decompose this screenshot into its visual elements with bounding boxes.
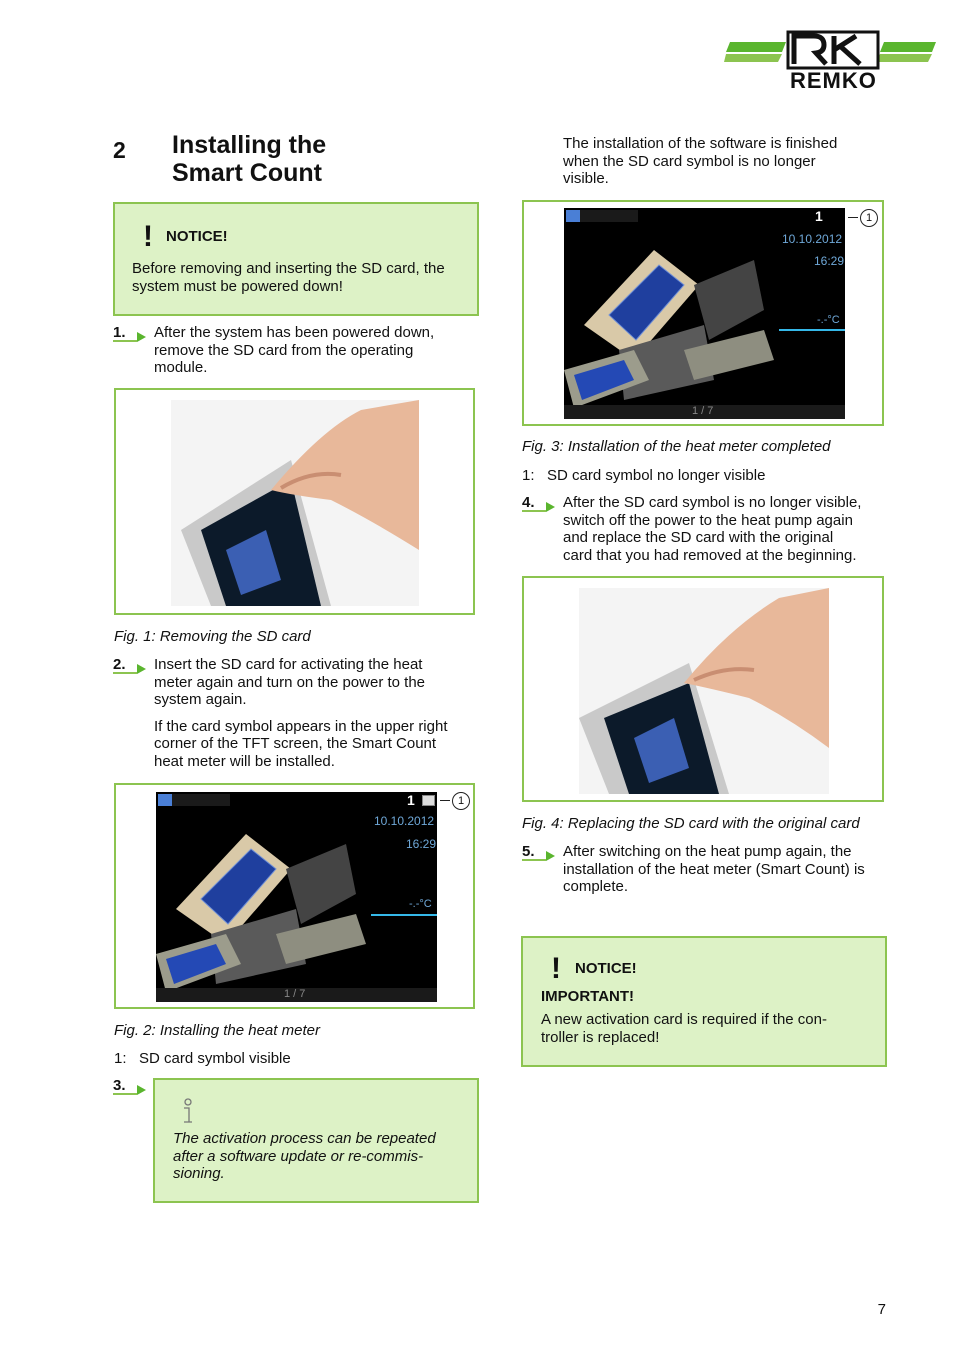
- step-line: remove the SD card from the operating: [154, 341, 414, 359]
- exclamation-icon: !: [551, 952, 561, 985]
- screen-line: [371, 914, 437, 916]
- home-icon: [566, 210, 580, 222]
- info-line: after a software update or re-commis-: [173, 1147, 424, 1165]
- callout-line: [440, 800, 450, 801]
- figure-caption: Fig. 4: Replacing the SD card with the original card: [522, 815, 860, 832]
- callout-1: 1: [860, 209, 878, 227]
- house-illustration: [156, 814, 366, 994]
- step-number: 5.: [522, 843, 535, 860]
- figure-frame: [522, 576, 884, 802]
- screen-line: [779, 329, 845, 331]
- step-line: After switching on the heat pump again, the: [563, 843, 852, 860]
- screen-date: 10.10.2012: [374, 814, 435, 828]
- screen-temp: -.-°C: [817, 314, 840, 326]
- step-number: 4.: [522, 494, 535, 511]
- intro-text: [563, 135, 837, 188]
- step-text: [154, 656, 448, 770]
- step-arrow-icon: [113, 330, 147, 344]
- notice-label: NOTICE!: [166, 228, 228, 245]
- intro-line: when the SD card symbol is no longer: [563, 152, 816, 170]
- step-number: 2.: [113, 656, 126, 673]
- step-line: system again.: [154, 691, 247, 708]
- notice-box: [521, 936, 887, 1067]
- step-line: complete.: [563, 878, 629, 895]
- info-line: sioning.: [173, 1165, 225, 1182]
- section-title: [172, 131, 326, 187]
- step-line: heat meter will be installed.: [154, 752, 335, 770]
- page-number: 7: [877, 1301, 886, 1318]
- step-text: [563, 494, 861, 564]
- header-bar: [580, 210, 638, 222]
- figure-caption: Fig. 2: Installing the heat meter: [114, 1022, 320, 1039]
- figure-frame: [114, 388, 475, 615]
- section-title-line1: Installing the: [172, 131, 327, 159]
- figure-legend: 1: SD card symbol visible: [114, 1050, 291, 1067]
- step-arrow-icon: [113, 1083, 147, 1097]
- figure-caption: Fig. 1: Removing the SD card: [114, 628, 311, 645]
- figure-frame: [114, 783, 475, 1009]
- intro-line: visible.: [563, 170, 609, 187]
- info-text: [173, 1130, 436, 1183]
- step-line: module.: [154, 359, 208, 376]
- screen-date: 10.10.2012: [782, 232, 843, 246]
- sd-card-icon: [422, 795, 435, 806]
- screen-temp: -.-°C: [409, 898, 432, 910]
- important-label: IMPORTANT!: [541, 988, 635, 1005]
- step-text: [154, 324, 434, 377]
- step-line: meter again and turn on the power to the: [154, 673, 426, 691]
- step-line: After the system has been powered down,: [154, 324, 435, 341]
- figure-frame: [522, 200, 884, 426]
- step-line: Insert the SD card for activating the heat: [154, 656, 423, 673]
- remko-logo: [724, 28, 936, 94]
- step-line: If the card symbol appears in the upper right: [154, 717, 448, 735]
- info-box: [153, 1078, 479, 1203]
- logo-text: REMKO: [790, 68, 877, 93]
- callout-line: [848, 217, 858, 218]
- house-illustration: [564, 230, 774, 410]
- page-indicator: 1: [407, 792, 415, 808]
- tft-screen: [564, 208, 845, 419]
- figure-legend: 1: SD card symbol no longer visible: [522, 467, 766, 484]
- step-arrow-icon: [522, 500, 556, 514]
- notice-text-line: troller is replaced!: [541, 1028, 660, 1046]
- notice-box: [113, 202, 479, 316]
- step-text: [563, 843, 865, 896]
- notice-text-line: A new activation card is required if the con-: [541, 1011, 827, 1028]
- screen-pager: 1 / 7: [692, 405, 714, 417]
- notice-text-line: system must be powered down!: [132, 277, 343, 295]
- notice-label: NOTICE!: [575, 960, 637, 977]
- step-arrow-icon: [113, 662, 147, 676]
- page-indicator: 1: [815, 208, 823, 224]
- callout-1: 1: [452, 792, 470, 810]
- figure-caption: Fig. 3: Installation of the heat meter completed: [522, 438, 831, 455]
- step-line: and replace the SD card with the original: [563, 529, 834, 546]
- intro-line: The installation of the software is finished: [563, 135, 838, 152]
- section-title-line2: Smart Count: [172, 159, 322, 187]
- exclamation-icon: !: [143, 220, 153, 253]
- step-arrow-icon: [522, 849, 556, 863]
- info-line: The activation process can be repeated: [173, 1130, 436, 1147]
- photo-hand-inserting-card: [579, 588, 829, 794]
- header-bar: [172, 794, 230, 806]
- photo-hand-removing-card: [171, 400, 419, 606]
- info-icon: [179, 1098, 197, 1126]
- step-line: card that you had removed at the beginning.: [563, 546, 857, 564]
- notice-text: [541, 1011, 827, 1046]
- step-number: 3.: [113, 1077, 126, 1094]
- section-number: 2: [113, 137, 126, 163]
- notice-text: [132, 260, 445, 295]
- step-line: switch off the power to the heat pump again: [563, 511, 853, 529]
- notice-text-line: Before removing and inserting the SD card, the: [132, 260, 445, 277]
- step-line: corner of the TFT screen, the Smart Count: [154, 735, 437, 752]
- screen-time: 16:29: [814, 254, 845, 268]
- home-icon: [158, 794, 172, 806]
- step-line: After the SD card symbol is no longer visible,: [563, 494, 862, 511]
- step-line: installation of the heat meter (Smart Count) is: [563, 860, 865, 878]
- tft-screen: [156, 792, 437, 1002]
- screen-time: 16:29: [406, 837, 437, 851]
- step-number: 1.: [113, 324, 126, 341]
- screen-pager: 1 / 7: [284, 988, 306, 1000]
